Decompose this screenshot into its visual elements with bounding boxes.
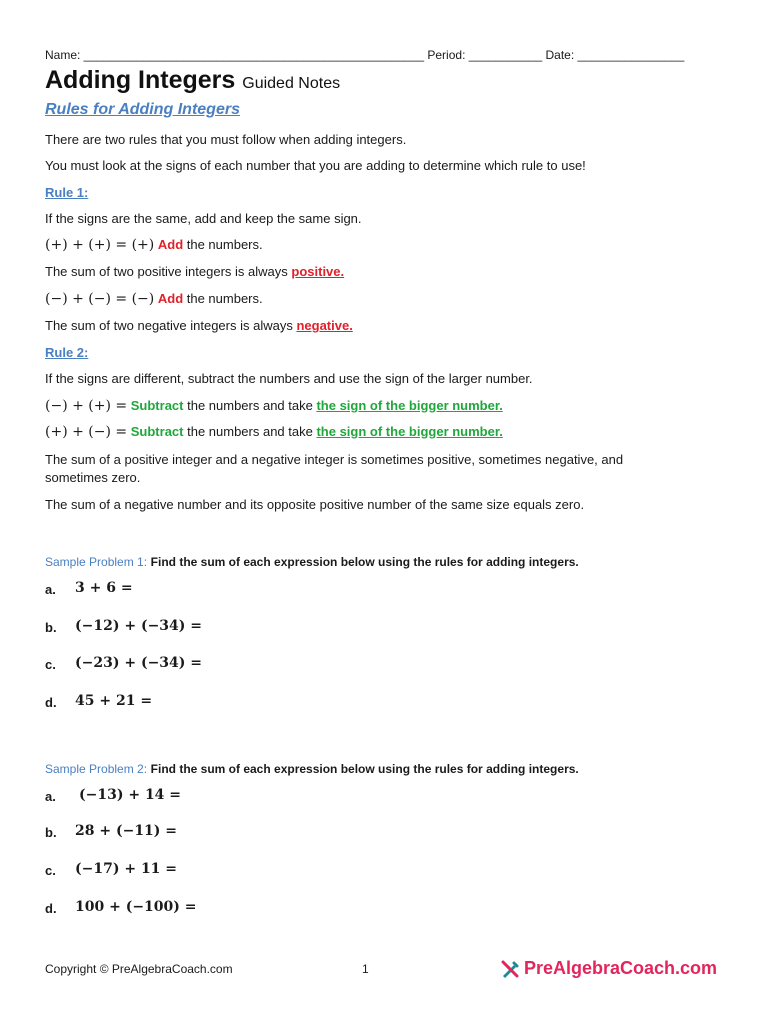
sample1-c-expr: (−23) + (−34) = bbox=[75, 655, 203, 671]
sample1-d-expr: 45 + 21 = bbox=[75, 693, 153, 709]
sample1-a-label: a. bbox=[45, 582, 56, 597]
rule2-ex1-rest: the numbers and take bbox=[183, 398, 317, 413]
rule1-sum2-text: The sum of two negative integers is always bbox=[45, 318, 297, 333]
rule1-ex2-math: (−) + (−) = (−) bbox=[45, 291, 155, 307]
sample2-b-label: b. bbox=[45, 825, 57, 840]
rule1-example-1 bbox=[45, 237, 263, 253]
rule1-ex1-rest: the numbers. bbox=[183, 237, 263, 252]
section-subtitle: Rules for Adding Integers bbox=[45, 101, 240, 118]
rule1-ex2-rest: the numbers. bbox=[183, 291, 263, 306]
rule2-heading: Rule 2: bbox=[45, 345, 89, 360]
rule1-heading: Rule 1: bbox=[45, 185, 89, 200]
pencil-ruler-icon bbox=[500, 959, 520, 979]
rule1-sum2-word: negative. bbox=[296, 318, 353, 333]
rule1-ex1-bold: Add bbox=[157, 237, 184, 252]
sample1-question: Find the sum of each expression below using the rules for adding integers. bbox=[150, 555, 579, 569]
rule2-ex2-rest: the numbers and take bbox=[183, 424, 317, 439]
sample2-d-expr: 100 + (−100) = bbox=[75, 899, 197, 915]
rule1-sum-2 bbox=[45, 318, 353, 333]
rule2-ex1-bold: Subtract bbox=[130, 398, 184, 413]
rule1-text: If the signs are the same, add and keep the same sign. bbox=[45, 211, 362, 226]
rule1-example-2 bbox=[45, 291, 263, 307]
intro-line-2: You must look at the signs of each number that you are adding to determine which rule to use! bbox=[45, 158, 586, 173]
sample2-label: Sample Problem 2: bbox=[45, 762, 148, 776]
title-sub: Guided Notes bbox=[242, 75, 341, 92]
title-main: Adding Integers bbox=[45, 66, 236, 94]
sample2-question: Find the sum of each expression below using the rules for adding integers. bbox=[150, 762, 579, 776]
rule2-ex2-bold: Subtract bbox=[130, 424, 184, 439]
logo-text: PreAlgebraCoach.com bbox=[524, 958, 718, 978]
sample1-b-label: b. bbox=[45, 620, 57, 635]
rule2-note-1a: The sum of a positive integer and a negative integer is sometimes positive, sometimes negative, and bbox=[45, 452, 624, 467]
sample1-a-expr: 3 + 6 = bbox=[75, 580, 133, 596]
rule1-sum1-text: The sum of two positive integers is always bbox=[45, 264, 292, 279]
sample2-d-label: d. bbox=[45, 901, 57, 916]
sample2-a-label: a. bbox=[45, 789, 56, 804]
rule1-sum-1 bbox=[45, 264, 344, 279]
sample2-c-label: c. bbox=[45, 863, 56, 878]
sample2-b-expr: 28 + (−11) = bbox=[75, 823, 178, 839]
page-title bbox=[45, 66, 340, 95]
rule2-note-1b: sometimes zero. bbox=[45, 470, 141, 485]
sample2-header bbox=[45, 761, 579, 776]
sample1-d-label: d. bbox=[45, 695, 57, 710]
header-fields: Name: ___________________________________________________ Period: ___________ Date: ________________ bbox=[45, 48, 685, 62]
rule2-ex1-link: the sign of the bigger number. bbox=[316, 398, 503, 413]
rule1-ex2-bold: Add bbox=[157, 291, 184, 306]
sample2-c-expr: (−17) + 11 = bbox=[75, 861, 178, 877]
rule2-ex1-math: (−) + (+) = bbox=[45, 398, 128, 414]
rule2-example-1 bbox=[45, 398, 503, 414]
copyright-text: Copyright © PreAlgebraCoach.com bbox=[45, 962, 233, 976]
sample1-header bbox=[45, 554, 579, 569]
rule1-ex1-math: (+) + (+) = (+) bbox=[45, 237, 155, 253]
rule2-note-2: The sum of a negative number and its opposite positive number of the same size equals zero. bbox=[45, 497, 585, 512]
rule2-ex2-math: (+) + (−) = bbox=[45, 424, 128, 440]
page-number: 1 bbox=[362, 962, 369, 976]
sample1-b-expr: (−12) + (−34) = bbox=[75, 618, 203, 634]
intro-line-1: There are two rules that you must follow when adding integers. bbox=[45, 132, 407, 147]
sample1-label: Sample Problem 1: bbox=[45, 555, 148, 569]
sample2-a-expr: (−13) + 14 = bbox=[79, 787, 182, 803]
rule2-text: If the signs are different, subtract the numbers and use the sign of the larger number. bbox=[45, 371, 533, 386]
rule2-ex2-link: the sign of the bigger number. bbox=[316, 424, 503, 439]
brand-logo bbox=[500, 958, 717, 979]
rule1-sum1-word: positive. bbox=[291, 264, 345, 279]
rule2-example-2 bbox=[45, 424, 503, 440]
sample1-c-label: c. bbox=[45, 657, 56, 672]
